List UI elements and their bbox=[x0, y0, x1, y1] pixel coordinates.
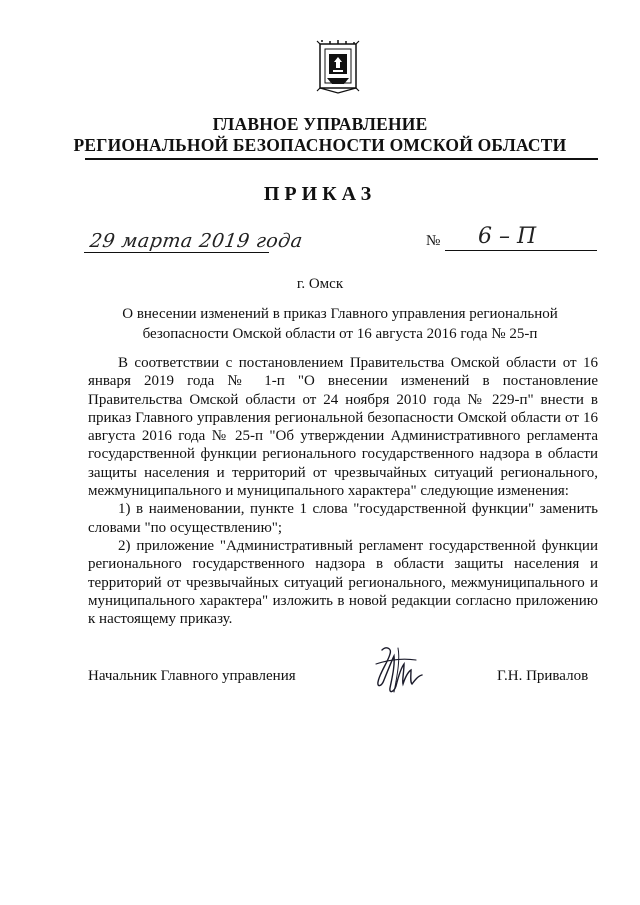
body-item-1: 1) в наименовании, пункте 1 слова "государственной функции" заменить словами "по осуществлению"; bbox=[88, 501, 598, 536]
organization-name-line2: РЕГИОНАЛЬНОЙ БЕЗОПАСНОСТИ ОМСКОЙ ОБЛАСТИ bbox=[73, 135, 567, 155]
signatory-position: Начальник Главного управления bbox=[88, 668, 296, 684]
document-title: ПРИКАЗ bbox=[263, 183, 377, 205]
document-subject: О внесении изменений в приказ Главного управления региональной безопасности Омской области от 16 августа 2016 года № 25-п bbox=[122, 306, 558, 342]
document-number: 6 – П bbox=[478, 224, 537, 249]
handwritten-signature-icon bbox=[368, 642, 434, 700]
organization-name-line1: ГЛАВНОЕ УПРАВЛЕНИЕ bbox=[212, 114, 428, 134]
number-underline bbox=[445, 250, 597, 251]
coat-of-arms-icon bbox=[316, 40, 360, 94]
document-body bbox=[88, 354, 598, 628]
signatory-name: Г.Н. Привалов bbox=[497, 668, 589, 684]
number-sign: № bbox=[426, 233, 441, 249]
body-item-2: 2) приложение "Административный регламент государственной функции регионального государственного надзора в области защиты населения и территорий от чрезвычайных ситуаций регионального, межмуниципального и муниципального характера" изложить в новой редакции согласно приложению к настоящему приказу. bbox=[88, 537, 598, 628]
body-intro: В соответствии с постановлением Правительства Омской области от 16 января 2019 года № 1-п "О внесении изменений в постановление Правительства Омской области от 24 ноября 2010 года № 229-п" внести в приказ Главного управления региональной безопасности Омской области от 16 августа 2016 года № 25-п "Об утверждении Административного регламента государственной функции регионального государственного надзора в области защиты населения и территорий от чрезвычайных ситуаций регионального, межмуниципального и муниципального характера" следующие изменения: bbox=[88, 355, 598, 500]
document-city: г. Омск bbox=[296, 276, 344, 292]
header-divider bbox=[85, 158, 598, 160]
document-date: 29 марта 2019 года bbox=[88, 230, 305, 252]
date-underline bbox=[84, 252, 269, 253]
